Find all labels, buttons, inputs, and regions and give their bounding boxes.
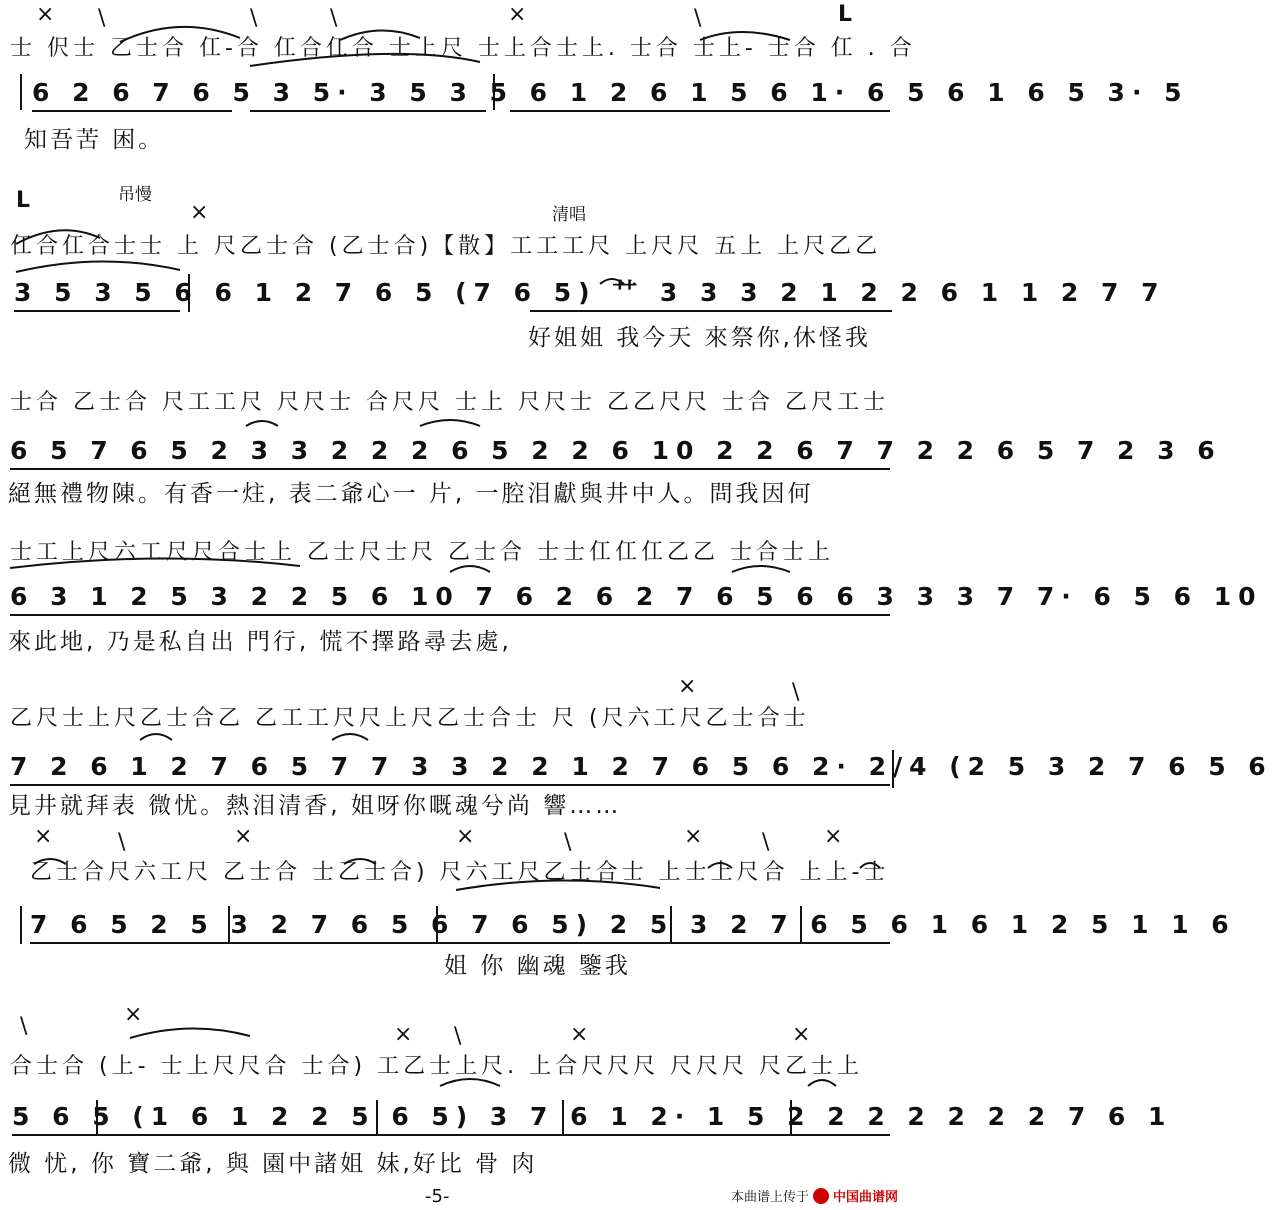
gongche-notation-line: 士工上尺六工尺尺合士上 乙士尺士尺 乙士合 士士仜仜仜乙乙 士合士上: [10, 540, 834, 565]
cross-mark: ×: [190, 200, 209, 225]
cross-mark: ×: [570, 1022, 589, 1047]
jianpu-notation-line: 7 2 6 1 2 7 6 5 7 7 3 3 2 2 1 2 7 6 5 6 2· 2/4 (2 5 3 2 7 6 5 6: [10, 752, 1273, 781]
slur: [600, 279, 624, 284]
page-number: -5-: [425, 1186, 450, 1207]
tempo-label: 吊慢: [118, 185, 152, 205]
gongche-notation-line: 仜合仜合士士 上 尺乙士合 (乙士合)【散】工工工尺 上尺尺 五上 上尺乙乙: [10, 234, 882, 259]
cross-mark: ×: [792, 1022, 811, 1047]
gongche-notation-line: 合士合 (上- 士上尺尺合 士合) 工乙士上尺. 上合尺尺尺 尺尺尺 尺乙士上: [10, 1054, 864, 1079]
accent-mark: \: [250, 6, 258, 31]
accent-mark: \: [694, 6, 702, 31]
cross-mark: ×: [508, 2, 527, 27]
jianpu-notation-line: 5 6 5 (1 6 1 2 2 5 6 5) 3 7 6 1 2· 1 5 2 2 2 2 2 2 2 7 6 1: [12, 1102, 1173, 1131]
slur: [34, 859, 66, 864]
slur: [456, 880, 660, 890]
cross-mark: ×: [234, 824, 253, 849]
gongche-notation-line: 乙尺士上尺乙士合乙 乙工工尺尺上尺乙士合士 尺 (尺六工尺乙士合士: [10, 706, 810, 731]
slur: [700, 32, 790, 40]
slur: [16, 230, 100, 244]
slur: [246, 421, 278, 426]
cross-mark: ×: [36, 2, 55, 27]
accent-mark: \: [330, 6, 338, 31]
slur: [420, 420, 480, 426]
slur: [732, 566, 790, 572]
slur: [450, 566, 490, 572]
cross-mark: ×: [394, 1022, 413, 1047]
slur: [344, 859, 376, 864]
breath-mark: L: [16, 188, 31, 213]
gongche-notation-line: 士合 乙士合 尺工工尺 尺尺士 合尺尺 士上 尺尺士 乙乙尺尺 士合 乙尺工士: [10, 390, 889, 415]
lyric-line: 知吾苦 困。: [24, 127, 165, 153]
gongche-notation-line: 乙士合尺六工尺 乙士合 士乙士合) 尺六工尺乙士合士 上士上尺合 上上-士: [30, 860, 890, 885]
slur: [340, 30, 420, 40]
lyric-line: 姐 你 幽魂 鑒我: [444, 953, 631, 979]
slur: [860, 863, 880, 868]
breath-mark: L: [838, 2, 853, 27]
slur: [332, 734, 368, 740]
slur: [250, 54, 480, 66]
slur: [808, 1080, 836, 1086]
jianpu-notation-line: 3 5 3 5 6 6 1 2 7 6 5 (7 6 5) ⺿ 3 3 3 2 1 2 2 6 1 1 2 7 7: [14, 278, 1166, 307]
performance-label: 清唱: [552, 205, 586, 225]
lyric-line: 絕無禮物陳。有香一炷, 表二爺心一 片, 一腔泪獻與井中人。問我因何: [8, 481, 814, 507]
slur: [120, 27, 240, 42]
cross-mark: ×: [678, 674, 697, 699]
accent-mark: \: [98, 6, 106, 31]
jianpu-notation-line: 6 2 6 7 6 5 3 5· 3 5 3 5 6 1 2 6 1 5 6 1· 6 5 6 1 6 5 3· 5: [32, 78, 1189, 107]
site-credit: [731, 1186, 898, 1205]
jianpu-notation-line: 6 5 7 6 5 2 3 3 2 2 2 6 5 2 2 6 10 2 2 6 7 7 2 2 6 5 7 2 3 6: [10, 436, 1222, 465]
lyric-line: 來此地, 乃是私自出 門行, 慌不擇路尋去處,: [8, 629, 512, 655]
credit-text: 本曲谱上传于: [730, 1190, 809, 1205]
accent-mark: \: [792, 680, 800, 705]
cross-mark: ×: [684, 824, 703, 849]
gongche-notation-line: 士 伬士 乙士合 仜-合 仜合仜合 士上尺 士上合士上. 士合 士上- 士合 仜 . 合: [10, 36, 916, 61]
lyric-line: 見井就拜表 微忧。熱泪清香, 姐呀你嘅魂兮尚 響……: [8, 793, 622, 819]
slur: [130, 1028, 250, 1038]
cross-mark: ×: [456, 824, 475, 849]
cross-mark: ×: [34, 824, 53, 849]
accent-mark: \: [454, 1024, 462, 1049]
lyric-line: 好姐姐 我今天 來祭你,休怪我: [528, 325, 871, 351]
slur: [440, 1079, 500, 1086]
slur: [708, 863, 732, 868]
lyric-line: 微 忧, 你 寶二爺, 與 園中諸姐 妹,好比 骨 肉: [8, 1151, 538, 1177]
site-logo-icon: [813, 1188, 829, 1204]
slur: [140, 734, 172, 740]
jianpu-notation-line: 6 3 1 2 5 3 2 2 5 6 10 7 6 2 6 2 7 6 5 6 6 3 3 3 7 7· 6 5 6 10: [10, 582, 1263, 611]
accent-mark: \: [20, 1014, 28, 1039]
jianpu-notation-line: 7 6 5 2 5 3 2 7 6 5 6 7 6 5) 2 5 3 2 7 6 5 6 1 6 1 2 5 1 1 6: [30, 910, 1236, 939]
slur: [16, 261, 180, 272]
cross-mark: ×: [824, 824, 843, 849]
accent-mark: \: [762, 830, 770, 855]
cross-mark: ×: [124, 1002, 143, 1027]
accent-mark: \: [564, 830, 572, 855]
accent-mark: \: [118, 830, 126, 855]
slur: [10, 558, 300, 568]
credit-site-name: 中国曲谱网: [832, 1190, 898, 1205]
